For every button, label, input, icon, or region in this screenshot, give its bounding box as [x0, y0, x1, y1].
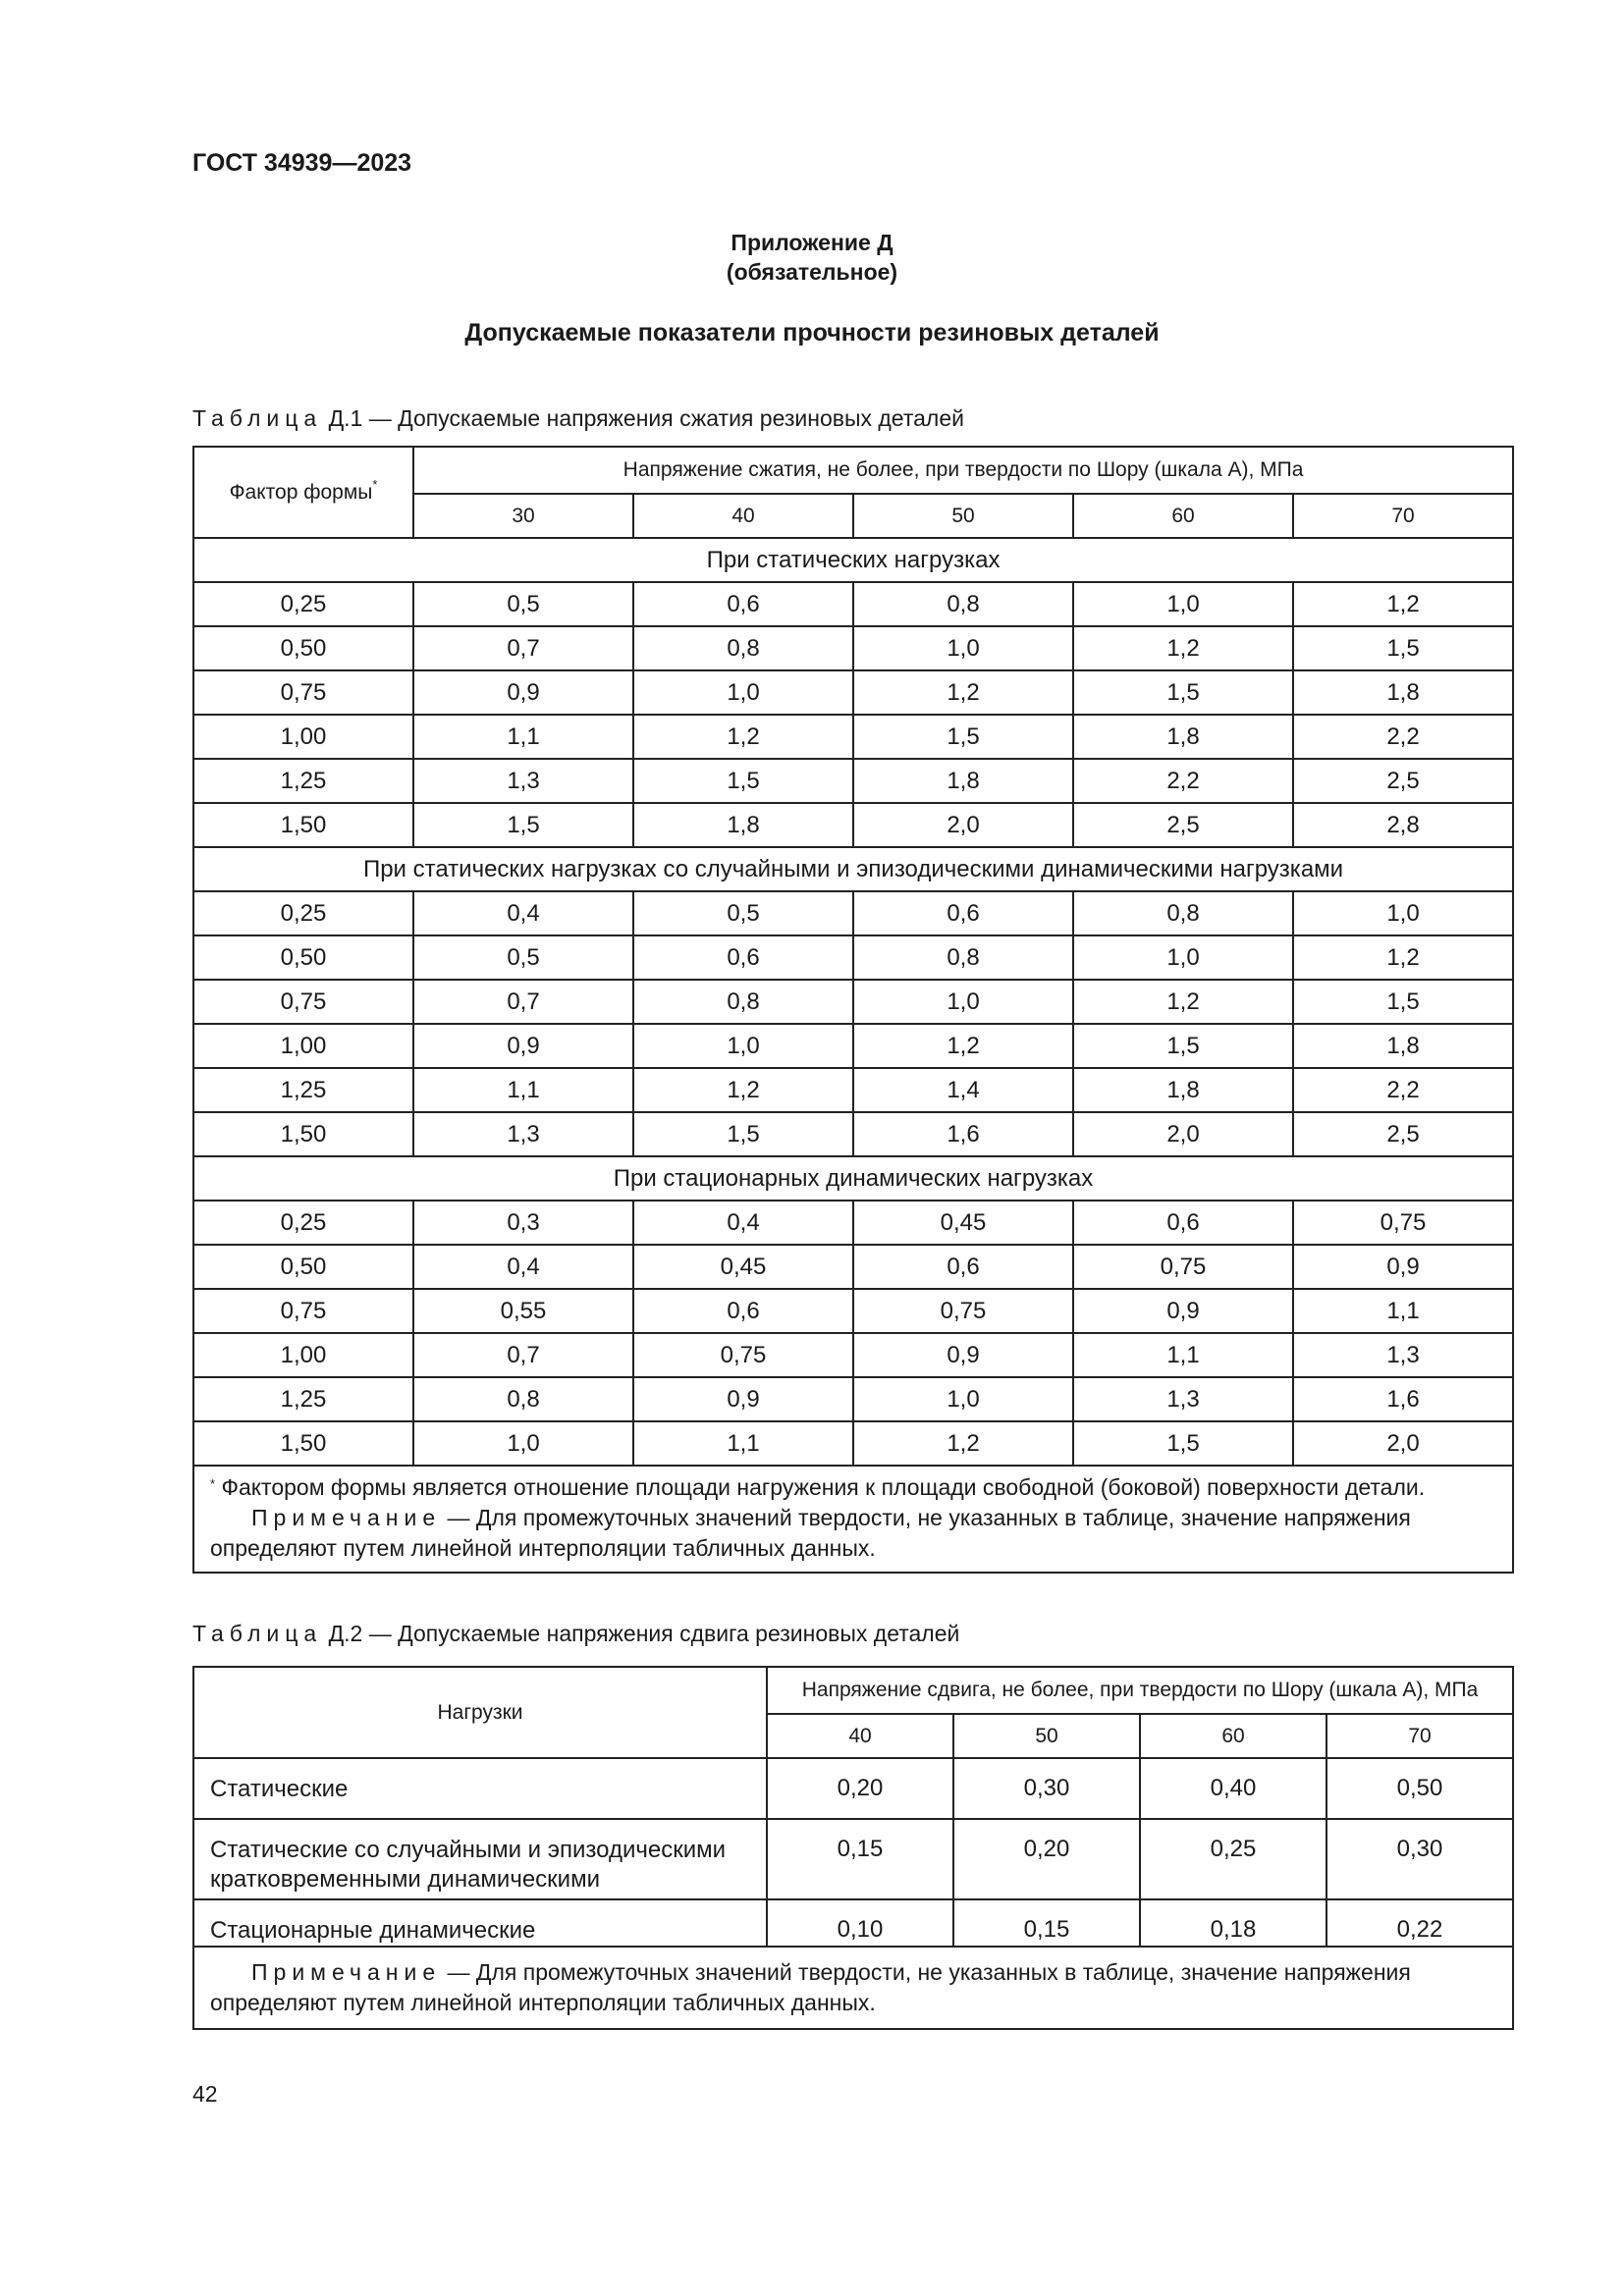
table-row — [193, 935, 1513, 980]
table-notes-row — [193, 1947, 1513, 2029]
stress-value-cell: 1,8 — [633, 803, 853, 847]
table-row — [193, 1024, 1513, 1068]
table-row — [193, 1819, 1513, 1899]
stress-value-cell: 0,75 — [1073, 1245, 1293, 1289]
footnote — [210, 1472, 1498, 1503]
note-text: — Для промежуточных значений твердости, не указанных в таблице, значение напряжения определяют путем линейной интерполяции табличных данных. — [210, 1959, 1411, 2015]
table-header-row — [193, 1667, 1513, 1714]
stress-value-cell: 1,1 — [1073, 1333, 1293, 1377]
stress-value-cell: 0,6 — [633, 935, 853, 980]
stress-value-cell: 1,0 — [1293, 891, 1513, 935]
stress-value-cell: 1,5 — [853, 715, 1073, 759]
stress-value-cell: 0,6 — [633, 1289, 853, 1333]
table-notes — [193, 1947, 1513, 2029]
shape-factor-cell: 0,75 — [193, 980, 413, 1024]
stress-value-cell: 0,5 — [413, 582, 633, 626]
stress-value-cell: 1,5 — [413, 803, 633, 847]
shape-factor-cell: 0,25 — [193, 582, 413, 626]
table-row — [193, 626, 1513, 670]
stress-value-cell: 2,2 — [1293, 715, 1513, 759]
stress-value-cell: 1,2 — [1293, 935, 1513, 980]
page-number: 42 — [192, 2081, 218, 2107]
load-group-title: При статических нагрузках — [193, 538, 1513, 582]
load-type-cell: Стационарные динамические — [193, 1899, 767, 1947]
table-row — [193, 1758, 1513, 1819]
stress-value-cell: 0,40 — [1140, 1758, 1326, 1819]
stress-value-cell: 1,0 — [633, 670, 853, 715]
load-type-cell: Статические со случайными и эпизодическими кратковременными динамическими — [193, 1819, 767, 1899]
stress-value-cell: 0,4 — [633, 1201, 853, 1245]
hardness-header-cell: 40 — [767, 1714, 953, 1758]
table-row — [193, 1333, 1513, 1377]
stress-value-cell: 0,7 — [413, 980, 633, 1024]
shape-factor-cell: 1,25 — [193, 1377, 413, 1421]
stress-value-cell: 1,5 — [1073, 670, 1293, 715]
stress-value-cell: 0,55 — [413, 1289, 633, 1333]
table-row — [193, 715, 1513, 759]
note — [210, 1503, 1498, 1564]
stress-value-cell: 0,45 — [633, 1245, 853, 1289]
stress-value-cell: 1,1 — [413, 715, 633, 759]
stress-value-cell: 1,0 — [853, 626, 1073, 670]
footnote-marker: * — [372, 476, 378, 492]
stress-value-cell: 0,9 — [853, 1333, 1073, 1377]
stress-value-cell: 1,1 — [413, 1068, 633, 1112]
column-header-compression-stress: Напряжение сжатия, не более, при твердости по Шору (шкала А), МПа — [413, 447, 1513, 494]
load-group-row — [193, 1156, 1513, 1201]
load-group-row — [193, 538, 1513, 582]
load-group-row — [193, 847, 1513, 891]
stress-value-cell: 0,20 — [767, 1758, 953, 1819]
stress-value-cell: 0,8 — [633, 980, 853, 1024]
stress-value-cell: 0,8 — [853, 935, 1073, 980]
footnote-text: Фактором формы является отношение площади нагружения к площади свободной (боковой) поверхности детали. — [215, 1474, 1426, 1500]
stress-value-cell: 1,1 — [1293, 1289, 1513, 1333]
stress-value-cell: 1,3 — [1293, 1333, 1513, 1377]
shape-factor-cell: 0,50 — [193, 935, 413, 980]
stress-value-cell: 0,75 — [633, 1333, 853, 1377]
stress-value-cell: 2,2 — [1293, 1068, 1513, 1112]
stress-value-cell: 1,0 — [413, 1421, 633, 1466]
hardness-header-cell: 60 — [1140, 1714, 1326, 1758]
note-label: Примечание — [251, 1505, 442, 1530]
stress-value-cell: 1,5 — [1073, 1421, 1293, 1466]
stress-value-cell: 0,8 — [413, 1377, 633, 1421]
stress-value-cell: 1,3 — [413, 759, 633, 803]
shape-factor-cell: 1,50 — [193, 803, 413, 847]
stress-value-cell: 1,2 — [1293, 582, 1513, 626]
stress-value-cell: 0,5 — [413, 935, 633, 980]
stress-value-cell: 1,6 — [853, 1112, 1073, 1156]
appendix-heading — [0, 228, 1624, 287]
stress-value-cell: 0,18 — [1140, 1899, 1326, 1947]
stress-value-cell: 2,5 — [1073, 803, 1293, 847]
shape-factor-cell: 0,50 — [193, 1245, 413, 1289]
stress-value-cell: 0,7 — [413, 626, 633, 670]
table-row — [193, 1201, 1513, 1245]
stress-value-cell: 2,8 — [1293, 803, 1513, 847]
hardness-header-cell: 30 — [413, 494, 633, 538]
stress-value-cell: 0,22 — [1326, 1899, 1513, 1947]
stress-value-cell: 1,5 — [1293, 626, 1513, 670]
stress-value-cell: 0,75 — [1293, 1201, 1513, 1245]
table-row — [193, 803, 1513, 847]
stress-value-cell: 0,6 — [1073, 1201, 1293, 1245]
stress-value-cell: 1,1 — [633, 1421, 853, 1466]
stress-value-cell: 0,20 — [953, 1819, 1140, 1899]
stress-value-cell: 1,5 — [633, 1112, 853, 1156]
stress-value-cell: 1,0 — [853, 1377, 1073, 1421]
load-group-title: При стационарных динамических нагрузках — [193, 1156, 1513, 1201]
table-row — [193, 759, 1513, 803]
stress-value-cell: 0,4 — [413, 1245, 633, 1289]
shape-factor-cell: 1,25 — [193, 759, 413, 803]
stress-value-cell: 1,8 — [1293, 670, 1513, 715]
appendix-label: Приложение Д — [731, 230, 893, 255]
stress-value-cell: 0,6 — [853, 891, 1073, 935]
table1-caption — [192, 405, 964, 432]
stress-value-cell: 2,5 — [1293, 1112, 1513, 1156]
stress-value-cell: 1,2 — [853, 1421, 1073, 1466]
stress-value-cell: 0,8 — [1073, 891, 1293, 935]
shape-factor-cell: 1,00 — [193, 1024, 413, 1068]
shear-stress-table — [192, 1666, 1514, 2030]
appendix-status: (обязательное) — [726, 259, 898, 285]
stress-value-cell: 1,2 — [853, 1024, 1073, 1068]
hardness-header-cell: 40 — [633, 494, 853, 538]
load-type-cell: Статические — [193, 1758, 767, 1819]
table-row — [193, 1068, 1513, 1112]
column-header-shape-factor: Фактор формы* — [193, 447, 413, 538]
shape-factor-cell: 0,75 — [193, 670, 413, 715]
load-group-title: При статических нагрузках со случайными и эпизодическими динамическими нагрузками — [193, 847, 1513, 891]
shape-factor-cell: 1,50 — [193, 1421, 413, 1466]
table-row — [193, 980, 1513, 1024]
stress-value-cell: 1,5 — [1073, 1024, 1293, 1068]
shape-factor-cell: 0,50 — [193, 626, 413, 670]
stress-value-cell: 0,8 — [633, 626, 853, 670]
stress-value-cell: 0,50 — [1326, 1758, 1513, 1819]
stress-value-cell: 0,6 — [853, 1245, 1073, 1289]
stress-value-cell: 1,2 — [633, 1068, 853, 1112]
column-header-shear-stress: Напряжение сдвига, не более, при твердости по Шору (шкала А), МПа — [767, 1667, 1513, 1714]
stress-value-cell: 1,2 — [633, 715, 853, 759]
compression-stress-table — [192, 446, 1514, 1574]
stress-value-cell: 1,3 — [1073, 1377, 1293, 1421]
stress-value-cell: 1,0 — [1073, 582, 1293, 626]
stress-value-cell: 2,0 — [1293, 1421, 1513, 1466]
stress-value-cell: 0,9 — [633, 1377, 853, 1421]
stress-value-cell: 0,30 — [1326, 1819, 1513, 1899]
shape-factor-cell: 1,25 — [193, 1068, 413, 1112]
compression-stress-table-body — [193, 447, 1513, 1573]
stress-value-cell: 1,8 — [1073, 715, 1293, 759]
stress-value-cell: 2,0 — [853, 803, 1073, 847]
hardness-header-cell: 70 — [1326, 1714, 1513, 1758]
stress-value-cell: 0,25 — [1140, 1819, 1326, 1899]
stress-value-cell: 1,8 — [1293, 1024, 1513, 1068]
stress-value-cell: 0,10 — [767, 1899, 953, 1947]
hardness-header-cell: 60 — [1073, 494, 1293, 538]
stress-value-cell: 1,8 — [1073, 1068, 1293, 1112]
stress-value-cell: 1,0 — [633, 1024, 853, 1068]
stress-value-cell: 0,3 — [413, 1201, 633, 1245]
appendix-title: Допускаемые показатели прочности резиновых деталей — [464, 319, 1160, 347]
table-notes — [193, 1466, 1513, 1573]
stress-value-cell: 0,9 — [413, 670, 633, 715]
stress-value-cell: 0,5 — [633, 891, 853, 935]
hardness-header-cell: 70 — [1293, 494, 1513, 538]
table1-caption-text: Д.1 — Допускаемые напряжения сжатия резиновых деталей — [322, 405, 964, 431]
shear-stress-table-body — [193, 1667, 1513, 2029]
stress-value-cell: 0,9 — [1293, 1245, 1513, 1289]
stress-value-cell: 1,0 — [1073, 935, 1293, 980]
note-label: Примечание — [251, 1959, 442, 1985]
hardness-header-cell: 50 — [853, 494, 1073, 538]
table-row — [193, 1245, 1513, 1289]
stress-value-cell: 0,75 — [853, 1289, 1073, 1333]
shape-factor-cell: 1,50 — [193, 1112, 413, 1156]
shape-factor-cell: 0,25 — [193, 891, 413, 935]
stress-value-cell: 1,0 — [853, 980, 1073, 1024]
shape-factor-cell: 0,25 — [193, 1201, 413, 1245]
stress-value-cell: 0,15 — [767, 1819, 953, 1899]
table-row — [193, 670, 1513, 715]
stress-value-cell: 0,9 — [1073, 1289, 1293, 1333]
table-row — [193, 1289, 1513, 1333]
stress-value-cell: 1,2 — [853, 670, 1073, 715]
table-header-row — [193, 447, 1513, 494]
stress-value-cell: 0,4 — [413, 891, 633, 935]
table-row — [193, 891, 1513, 935]
table-row — [193, 1377, 1513, 1421]
note-text: — Для промежуточных значений твердости, не указанных в таблице, значение напряжения определяют путем линейной интерполяции табличных данных. — [210, 1505, 1411, 1561]
table2-caption — [192, 1621, 959, 1647]
standard-code: ГОСТ 34939—2023 — [192, 149, 412, 177]
table-row — [193, 1899, 1513, 1947]
stress-value-cell: 2,0 — [1073, 1112, 1293, 1156]
stress-value-cell: 1,2 — [1073, 980, 1293, 1024]
stress-value-cell: 2,5 — [1293, 759, 1513, 803]
shape-factor-cell: 0,75 — [193, 1289, 413, 1333]
stress-value-cell: 0,8 — [853, 582, 1073, 626]
stress-value-cell: 1,2 — [1073, 626, 1293, 670]
shape-factor-cell: 1,00 — [193, 715, 413, 759]
stress-value-cell: 1,5 — [1293, 980, 1513, 1024]
hardness-header-cell: 50 — [953, 1714, 1140, 1758]
stress-value-cell: 0,15 — [953, 1899, 1140, 1947]
table-row — [193, 582, 1513, 626]
column-header-loads: Нагрузки — [193, 1667, 767, 1758]
stress-value-cell: 1,6 — [1293, 1377, 1513, 1421]
stress-value-cell: 0,7 — [413, 1333, 633, 1377]
stress-value-cell: 0,30 — [953, 1758, 1140, 1819]
stress-value-cell: 0,45 — [853, 1201, 1073, 1245]
table2-caption-prefix: Таблица — [192, 1621, 323, 1646]
note — [210, 1957, 1498, 2018]
table2-caption-text: Д.2 — Допускаемые напряжения сдвига резиновых деталей — [322, 1621, 960, 1646]
stress-value-cell: 2,2 — [1073, 759, 1293, 803]
stress-value-cell: 0,9 — [413, 1024, 633, 1068]
shape-factor-cell: 1,00 — [193, 1333, 413, 1377]
stress-value-cell: 1,5 — [633, 759, 853, 803]
table-row — [193, 1421, 1513, 1466]
table-row — [193, 1112, 1513, 1156]
stress-value-cell: 0,6 — [633, 582, 853, 626]
footnote-marker: * — [210, 1476, 216, 1491]
table-notes-row — [193, 1466, 1513, 1573]
stress-value-cell: 1,8 — [853, 759, 1073, 803]
table1-caption-prefix: Таблица — [192, 405, 323, 431]
stress-value-cell: 1,3 — [413, 1112, 633, 1156]
stress-value-cell: 1,4 — [853, 1068, 1073, 1112]
